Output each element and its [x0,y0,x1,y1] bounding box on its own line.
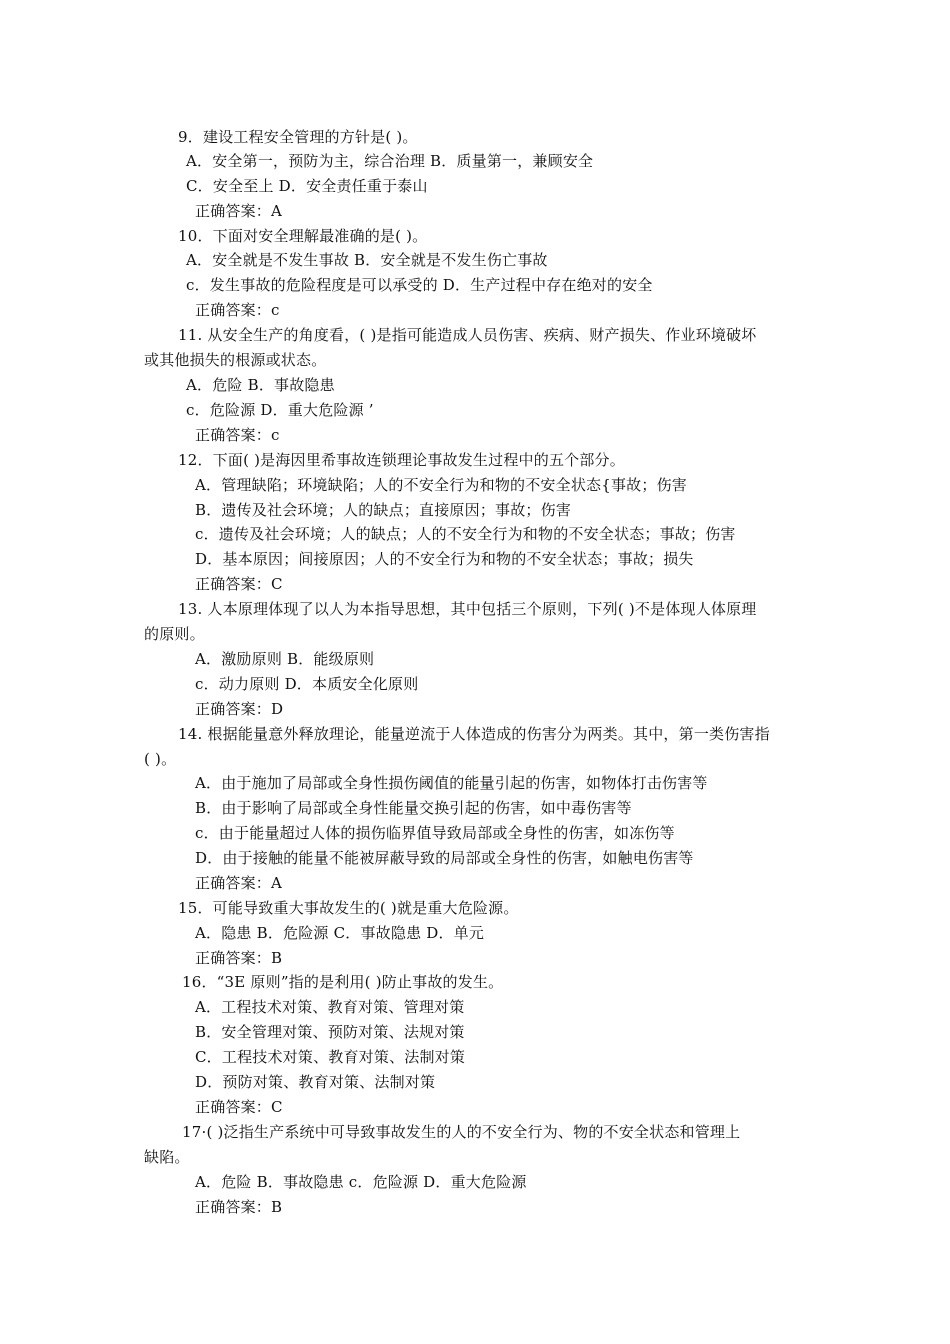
question-13-options-cd: c．动力原则 D．本质安全化原则 [195,675,419,693]
question-13: 13. 人本原理体现了以人为本指导思想，其中包括三个原则，下列( )不是体现人体原理 [178,600,757,618]
question-17-answer: 正确答案：B [195,1198,283,1216]
question-13-continued: 的原则。 [144,625,205,643]
question-11-options-ab: A．危险 B．事故隐患 [186,376,335,394]
question-16-option-a: A．工程技术对策、教育对策、管理对策 [195,998,465,1016]
question-17-continued: 缺陷。 [144,1148,190,1166]
question-10-options-ab: A．安全就是不发生事故 B．安全就是不发生伤亡事故 [186,251,548,269]
question-12-option-c: c．遗传及社会环境；人的缺点；人的不安全行为和物的不安全状态；事故；伤害 [195,525,736,543]
question-11: 11. 从安全生产的角度看，( )是指可能造成人员伤害、疾病、财产损失、作业环境破坏 [178,326,757,344]
question-11-continued: 或其他损失的根源或状态。 [144,351,327,369]
question-15-options: A．隐患 B．危险源 C．事故隐患 D．单元 [195,924,485,942]
question-14-option-d: D．由于接触的能量不能被屏蔽导致的局部或全身性的伤害，如触电伤害等 [195,849,694,867]
question-15: 15．可能导致重大事故发生的( )就是重大危险源。 [178,899,519,917]
question-10-options-cd: c．发生事故的危险程度是可以承受的 D．生产过程中存在绝对的安全 [186,276,653,294]
question-14-continued: ( )。 [144,750,177,768]
question-16-option-b: B．安全管理对策、预防对策、法规对策 [195,1023,465,1041]
question-16-option-d: D．预防对策、教育对策、法制对策 [195,1073,436,1091]
question-14-option-c: c．由于能量超过人体的损伤临界值导致局部或全身性的伤害，如冻伤等 [195,824,675,842]
question-14-option-a: A．由于施加了局部或全身性损伤阈值的能量引起的伤害，如物体打击伤害等 [195,774,708,792]
question-9-options-cd: C．安全至上 D．安全责任重于泰山 [186,177,428,195]
question-9-options-ab: A．安全第一，预防为主，综合治理 B．质量第一，兼顾安全 [186,152,594,170]
question-10-answer: 正确答案：c [195,301,280,319]
question-12-option-d: D．基本原因；间接原因；人的不安全行为和物的不安全状态；事故；损失 [195,550,694,568]
question-12-option-a: A．管理缺陷；环境缺陷；人的不安全行为和物的不安全状态{事故；伤害 [195,476,687,494]
question-14-answer: 正确答案：A [195,874,283,892]
question-9: 9．建设工程安全管理的方针是( )。 [178,128,418,146]
question-11-answer: 正确答案：c [195,426,280,444]
question-11-options-cd: c．危险源 D．重大危险源 ’ [186,401,374,419]
question-14: 14. 根据能量意外释放理论，能量逆流于人体造成的伤害分为两类。其中，第一类伤害指 [178,725,770,743]
question-16: 16．“3E 原则”指的是利用( )防止事故的发生。 [182,973,504,991]
question-17-options: A．危险 B．事故隐患 c．危险源 D．重大危险源 [195,1173,527,1191]
question-14-option-b: B．由于影响了局部或全身性能量交换引起的伤害，如中毒伤害等 [195,799,632,817]
question-13-options-ab: A．激励原则 B．能级原则 [195,650,375,668]
question-10: 10．下面对安全理解最准确的是( )。 [178,227,428,245]
question-13-answer: 正确答案：D [195,700,284,718]
question-15-answer: 正确答案：B [195,949,283,967]
question-12-answer: 正确答案：C [195,575,283,593]
question-16-option-c: C．工程技术对策、教育对策、法制对策 [195,1048,466,1066]
question-16-answer: 正确答案：C [195,1098,283,1116]
question-17: 17·( )泛指生产系统中可导致事故发生的人的不安全行为、物的不安全状态和管理上 [182,1123,741,1141]
question-12: 12．下面( )是海因里希事故连锁理论事故发生过程中的五个部分。 [178,451,625,469]
question-9-answer: 正确答案：A [195,202,283,220]
question-12-option-b: B．遗传及社会环境；人的缺点；直接原因；事故；伤害 [195,501,572,519]
